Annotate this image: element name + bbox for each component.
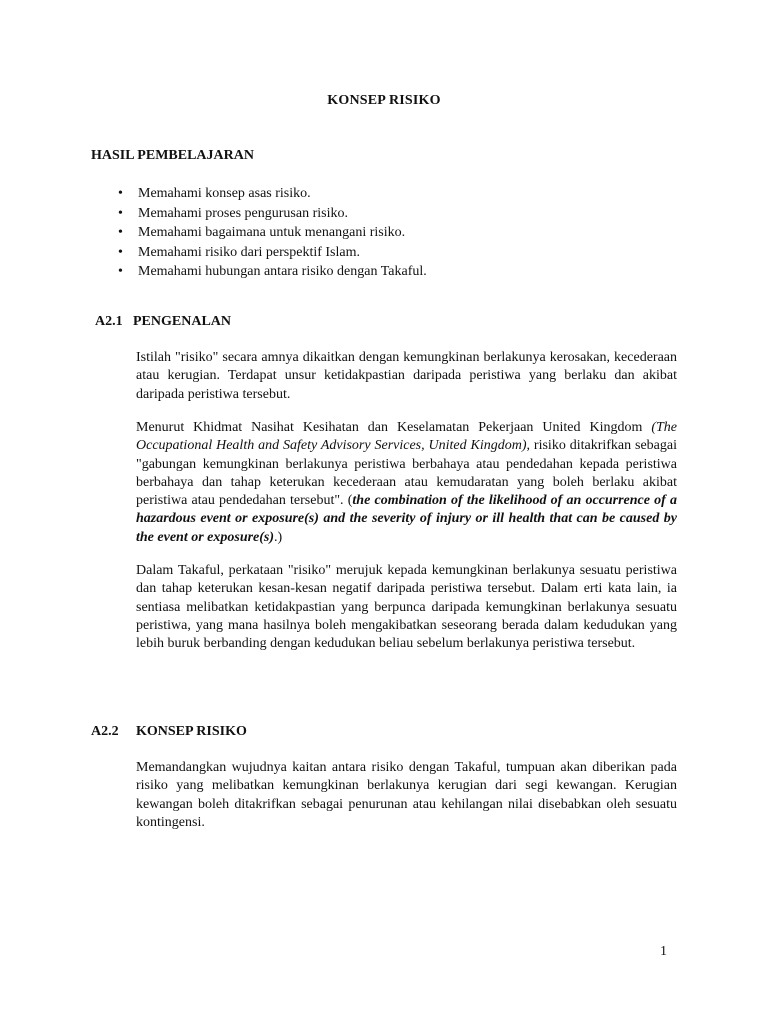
page-number: 1 [660,944,667,959]
objective-text: Memahami konsep asas risiko. [138,186,311,201]
section-a21-heading [95,314,231,330]
objective-text: Memahami hubungan antara risiko dengan Takaful. [138,264,427,279]
bullet-icon: • [118,186,123,201]
objective-text: Memahami proses pengurusan risiko. [138,205,348,221]
paragraph-takaful-risk: Dalam Takaful, perkataan "risiko" merujuk kepada kemungkinan berlakunya sesuatu peristiwa dan tahap keterukan kesan-kesan negatif daripada peristiwa tersebut. Dalam erti kata lain, ia sentiasa melibatkan ketidakpastian yang berpunca daripada kemungkinan berlakunya sesuatu peristiwa, yang mana hasilnya boleh mengakibatkan seseorang berada dalam kedudukan yang lebih buruk berbanding dengan kedudukan beliau sebelum berlakunya peristiwa tersebut. [136,563,677,652]
section-title: PENGENALAN [133,314,232,329]
section-number: A2.2 [91,724,119,739]
document-title: KONSEP RISIKO [327,93,441,108]
paragraph-risk-concept: Memandangkan wujudnya kaitan antara risiko dengan Takaful, tumpuan akan diberikan pada risiko yang melibatkan kemungkinan berlakunya kerugian dari segi kewangan. Kerugian kewangan boleh ditakrifkan sebagai penurunan atau kehilangan nilai disebabkan oleh sesuatu kontingensi. [136,760,677,830]
list-item [118,204,427,224]
paragraph-text: .) [274,529,283,545]
list-item [118,223,427,243]
organisation-name: (The Occupational Health and Safety Advisory Services, United Kingdom) [136,420,677,454]
english-definition: the combination of the likelihood of an occurrence of a hazardous event or exposure(s) and the severity of injury or ill health that can be caused by the event or exposure(s) [136,493,678,545]
section-a22-heading [91,724,247,740]
bullet-icon: • [118,244,123,260]
objective-text: Memahami bagaimana untuk menangani risiko. [138,225,406,240]
objective-text: Memahami risiko dari perspektif Islam. [138,244,360,260]
paragraph-definition-general: Istilah "risiko" secara amnya dikaitkan dengan kemungkinan berlakunya kerosakan, kecederaan atau kerugian. Terdapat unsur ketidakpastian daripada peristiwa yang berlaku dan akibat daripada peristiwa tersebut. [136,350,677,402]
paragraph-text: Menurut Khidmat Nasihat Kesihatan dan Keselamatan Pekerjaan United Kingdom [136,420,652,435]
paragraph-text: , risiko ditakrifkan sebagai "gabungan kemungkinan berlakunya peristiwa berbahaya atau pendedahan kepada peristiwa berbahaya dan tahap keterukan kecederaan atau kemudaratan yang boleh berlaku akibat peristiwa atau pendedahan tersebut". ( [136,438,677,509]
section-number: A2.1 [95,314,123,329]
paragraph-definition-uk [136,419,677,547]
list-item [118,243,427,263]
objectives-heading: HASIL PEMBELAJARAN [91,148,254,163]
objectives-list [118,184,427,282]
bullet-icon: • [118,225,123,240]
bullet-icon: • [118,205,123,221]
section-title: KONSEP RISIKO [136,724,247,739]
bullet-icon: • [118,264,123,279]
list-item [118,184,427,204]
list-item [118,262,427,282]
